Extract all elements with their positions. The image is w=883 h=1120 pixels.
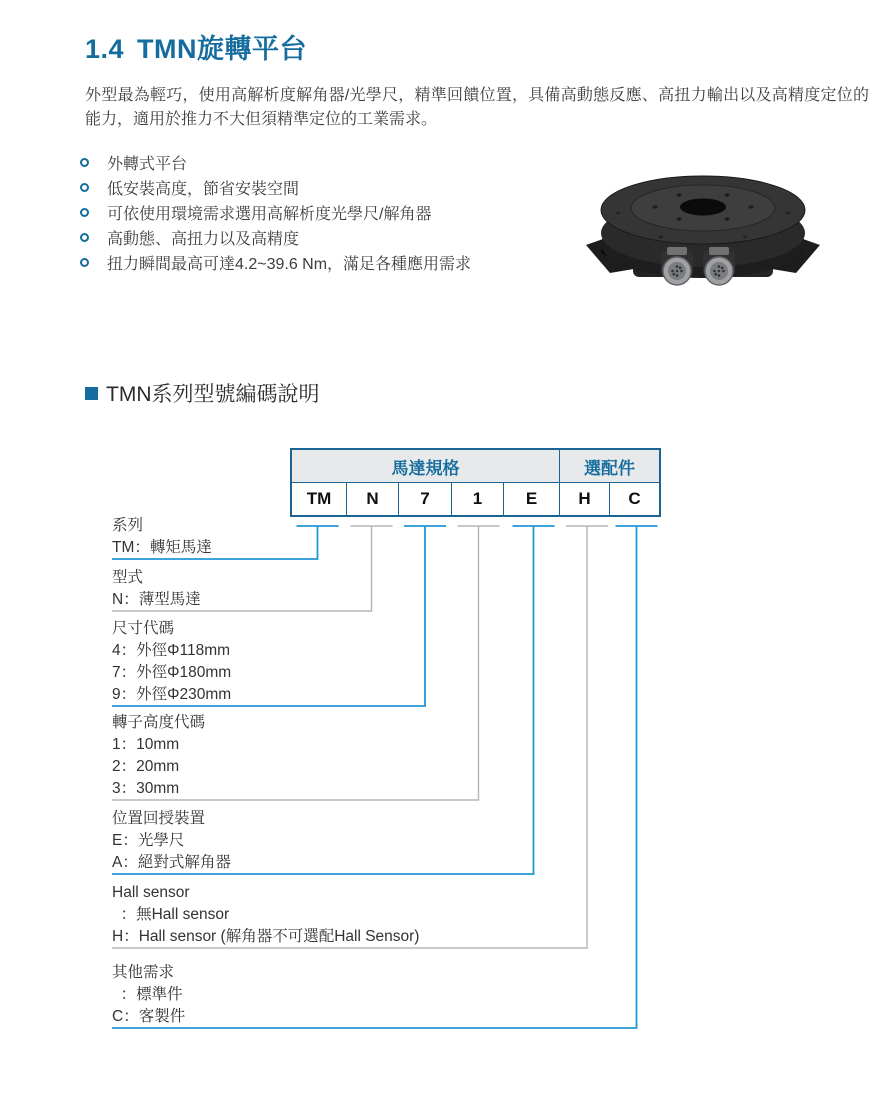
legend-type bbox=[112, 567, 201, 611]
code-cell: N bbox=[346, 483, 398, 515]
feature-item bbox=[80, 175, 471, 200]
code-cell: E bbox=[503, 483, 559, 515]
section-marker-icon bbox=[85, 387, 98, 400]
legend-rotor-height-code bbox=[112, 712, 205, 800]
legend-title: Hall sensor bbox=[112, 884, 190, 901]
feature-item bbox=[80, 150, 471, 175]
legend-item: 9：外徑Φ230mm bbox=[112, 686, 232, 703]
section-title-text: TMN旋轉平台 bbox=[137, 34, 308, 64]
legend-item: A：絕對式解角器 bbox=[112, 854, 231, 871]
page-title bbox=[85, 27, 307, 66]
bullet-icon bbox=[80, 183, 89, 192]
legend-item: H：Hall sensor (解角器不可選配Hall Sensor) bbox=[112, 928, 420, 945]
legend-title: 其他需求 bbox=[112, 964, 175, 981]
legend-item: 1：10mm bbox=[112, 736, 180, 753]
legend-title: 尺寸代碼 bbox=[112, 620, 175, 637]
legend-item: 2：20mm bbox=[112, 758, 180, 775]
legend-title: 位置回授裝置 bbox=[112, 810, 206, 827]
feature-text: 高動態、高扭力以及高精度 bbox=[107, 231, 300, 248]
code-cell: 7 bbox=[398, 483, 451, 515]
feature-item bbox=[80, 225, 471, 250]
intro-paragraph: 外型最為輕巧，使用高解析度解角器/光學尺，精準回饋位置，具備高動態反應、高扭力輸出以及高精度定位的能力，適用於推力不大但須精準定位的工業需求。 bbox=[85, 87, 869, 128]
table-group-header-options: 選配件 bbox=[559, 450, 659, 483]
legend-item: E：光學尺 bbox=[112, 832, 185, 849]
legend-item: ：標準件 bbox=[112, 986, 183, 1003]
code-cell: TM bbox=[306, 489, 332, 508]
legend-title: 轉子高度代碼 bbox=[112, 714, 206, 731]
feature-text: 可依使用環境需求選用高解析度光學尺/解角器 bbox=[107, 206, 432, 223]
section2-heading bbox=[85, 378, 320, 408]
section2-title-text: TMN系列型號編碼說明 bbox=[106, 383, 320, 406]
feature-text: 扭力瞬間最高可達4.2~39.6 Nm，滿足各種應用需求 bbox=[107, 256, 472, 273]
legend-item: TM：轉矩馬達 bbox=[112, 539, 212, 556]
code-cell: 1 bbox=[451, 483, 503, 515]
legend-item: C：客製件 bbox=[112, 1008, 186, 1025]
connector-right bbox=[703, 247, 735, 285]
legend-hall-sensor bbox=[112, 882, 419, 948]
code-cell: H bbox=[559, 483, 609, 515]
connector-left bbox=[661, 247, 693, 285]
model-code-table bbox=[290, 448, 661, 517]
bullet-icon bbox=[80, 208, 89, 217]
bullet-icon bbox=[80, 158, 89, 167]
legend-item: 7：外徑Φ180mm bbox=[112, 664, 232, 681]
code-cell: C bbox=[609, 483, 659, 515]
legend-series bbox=[112, 515, 212, 559]
table-group-header-motor-spec: 馬達規格 bbox=[292, 450, 559, 483]
legend-item: 3：30mm bbox=[112, 780, 180, 797]
legend-title: 型式 bbox=[112, 569, 144, 586]
feature-text: 低安裝高度，節省安裝空間 bbox=[107, 181, 300, 198]
feature-list bbox=[80, 150, 471, 275]
product-photo bbox=[578, 147, 828, 309]
section-number: 1.4 bbox=[85, 34, 125, 64]
feature-item bbox=[80, 250, 471, 275]
legend-item: ：無Hall sensor bbox=[112, 906, 230, 923]
feature-text: 外轉式平台 bbox=[107, 156, 188, 173]
bullet-icon bbox=[80, 258, 89, 267]
feature-item bbox=[80, 200, 471, 225]
legend-size-code bbox=[112, 618, 231, 706]
legend-feedback-device bbox=[112, 808, 231, 874]
legend-item: N：薄型馬達 bbox=[112, 591, 201, 608]
legend-item: 4：外徑Φ118mm bbox=[112, 642, 231, 659]
bullet-icon bbox=[80, 233, 89, 242]
legend-title: 系列 bbox=[112, 517, 144, 534]
legend-other-requirement bbox=[112, 962, 185, 1028]
